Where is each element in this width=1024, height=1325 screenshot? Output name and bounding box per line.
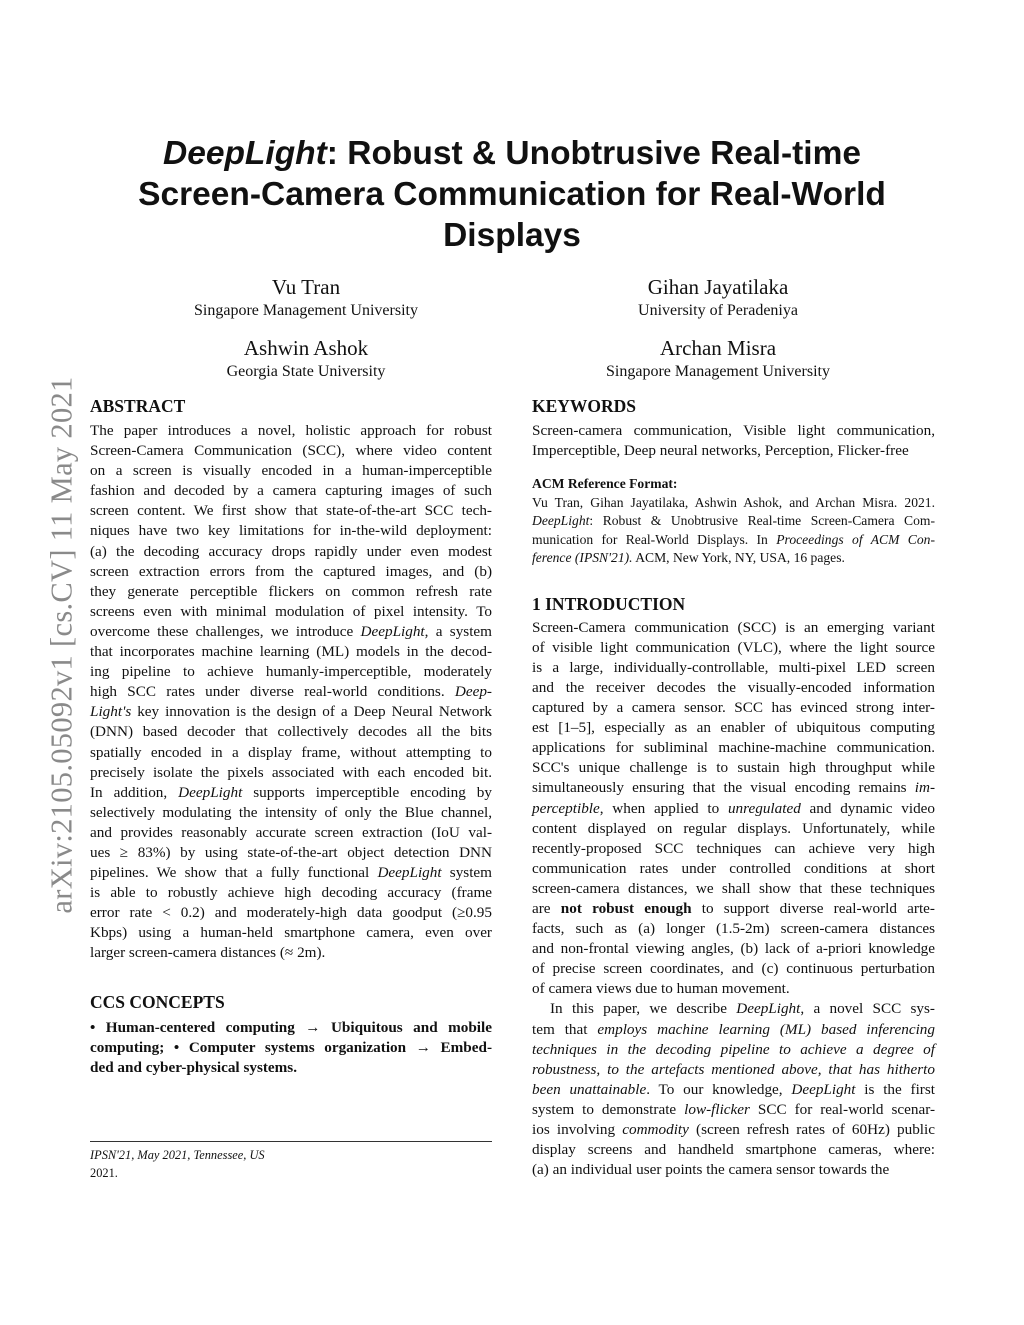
- author-block-archan-misra: [518, 335, 918, 383]
- introduction-line: display screens and handheld smartphone cameras, where:: [532, 1141, 935, 1159]
- introduction-line: are not robust enough to support diverse real-world arte-: [532, 900, 935, 917]
- author-affiliation: Georgia State University: [226, 363, 386, 380]
- abstract-line: and provides reasonably accurate screen extraction (IoU val-: [90, 823, 492, 841]
- title-system-name: DeepLight: [163, 135, 327, 172]
- left-column: [90, 394, 492, 1078]
- acm-reference-line: munication for Real-World Displays. In Proceedings of ACM Con-: [532, 531, 935, 547]
- introduction-line: ios involving commodity (screen refresh rates of 60Hz) public: [532, 1121, 935, 1139]
- abstract-line: precisely isolate the pixels associated with each encoded bit.: [90, 763, 492, 781]
- footnote-rule: [90, 1141, 492, 1142]
- abstract-line: that incorporates machine learning (ML) models in the decod-: [90, 643, 492, 661]
- abstract-line: niques have two key limitations for in-the-wild deployment:: [90, 522, 492, 540]
- author-affiliation: University of Peradeniya: [638, 302, 798, 319]
- author-block-vu-tran: [106, 274, 506, 322]
- introduction-paragraph-2: [532, 999, 935, 1180]
- ccs-line: ded and cyber-physical systems.: [90, 1058, 298, 1076]
- introduction-line: (a) an individual user points the camera sensor towards the: [532, 1161, 890, 1179]
- title-line-1-rest: : Robust & Unobtrusive Real-time: [326, 135, 861, 172]
- abstract-line: (a) the decoding accuracy drops rapidly under even modest: [90, 542, 492, 560]
- abstract-body: [90, 421, 492, 964]
- introduction-line: In this paper, we describe DeepLight, a novel SCC sys-: [550, 1000, 935, 1018]
- right-column: [532, 394, 935, 1180]
- introduction-line: of camera views due to human movement.: [532, 980, 790, 998]
- introduction-line: applications for subliminal machine-machine communication.: [532, 739, 935, 757]
- abstract-line: screen extraction errors from the captured images, and (b): [90, 562, 492, 580]
- abstract-line: fashion and decoded by a camera capturing images of such: [90, 482, 492, 500]
- author-block-ashwin-ashok: [106, 335, 506, 383]
- ccs-heading: CCS CONCEPTS: [90, 991, 225, 1012]
- arxiv-identifier-stamp: arXiv:2105.05092v1 [cs.CV] 11 May 2021: [44, 376, 79, 914]
- abstract-line: they generate perceptible flickers on common refresh rate: [90, 582, 492, 600]
- acm-reference-line: ference (IPSN'21). ACM, New York, NY, USA, 16 pages.: [532, 550, 845, 566]
- introduction-line: and non-frontal viewing angles, (b) lack of a-priori knowledge: [532, 940, 935, 958]
- author-block-gihan-jayatilaka: [518, 274, 918, 322]
- introduction-line: content displayed on regular displays. Unfortunately, while: [532, 819, 935, 837]
- introduction-line: robustness, to the artefacts mentioned above, that has hitherto: [532, 1060, 935, 1078]
- acm-reference-line: Vu Tran, Gihan Jayatilaka, Ashwin Ashok, and Archan Misra. 2021.: [532, 494, 935, 510]
- introduction-line: Screen-Camera communication (SCC) is an emerging variant: [532, 618, 935, 636]
- acm-reference-body: [532, 494, 935, 568]
- introduction-line: screen-camera distances, we shall show that these techniques: [532, 879, 935, 897]
- acm-reference-line: DeepLight: Robust & Unobtrusive Real-time Screen-Camera Com-: [532, 513, 935, 529]
- introduction-line: facts, such as (a) longer (1.5-2m) screen-camera distances: [532, 920, 935, 938]
- author-name: Ashwin Ashok: [243, 336, 369, 360]
- introduction-line: communication rates under controlled conditions at short: [532, 859, 935, 877]
- introduction-line: recently-proposed SCC techniques can achieve very high: [532, 839, 935, 857]
- abstract-line: ues ≥ 83%) by using state-of-the-art object detection DNN: [90, 843, 492, 861]
- acm-reference-block: [532, 475, 935, 568]
- abstract-line: high SCC rates under diverse real-world conditions. Deep-: [90, 683, 492, 701]
- abstract-line: screen content. We first show that state-of-the-art SCC tech-: [90, 502, 492, 520]
- introduction-line: SCC's unique challenge is to sustain high throughput while: [532, 759, 935, 777]
- ccs-concepts-body: [90, 1018, 492, 1078]
- footnote-venue: IPSN'21, May 2021, Tennessee, US: [90, 1148, 265, 1162]
- author-affiliation: Singapore Management University: [194, 302, 418, 319]
- keywords-line: Imperceptible, Deep neural networks, Perception, Flicker-free: [532, 442, 909, 460]
- introduction-line: techniques in the decoding pipeline to achieve a degree of: [532, 1040, 935, 1058]
- author-affiliation: Singapore Management University: [606, 363, 830, 380]
- keywords-line: Screen-camera communication, Visible light communication,: [532, 422, 935, 439]
- introduction-line: of visible light communication (VLC), where the light source: [532, 638, 935, 656]
- author-name: Vu Tran: [271, 275, 341, 299]
- footnote-year: 2021.: [90, 1166, 118, 1180]
- introduction-line: is a large, individually-controllable, multi-pixel LED screen: [532, 658, 935, 676]
- abstract-line: (DNN) based decoder that collectively decodes all the bits: [90, 723, 492, 741]
- introduction-line: tem that employs machine learning (ML) based inferencing: [532, 1020, 935, 1038]
- keywords-heading: KEYWORDS: [532, 396, 637, 416]
- introduction-heading: 1 INTRODUCTION: [532, 593, 686, 614]
- introduction-line: captured by a camera sensor. SCC has evinced strong inter-: [532, 699, 935, 717]
- title-line-1: [100, 133, 924, 174]
- acm-reference-heading: ACM Reference Format:: [532, 476, 678, 492]
- footnote: [90, 1146, 492, 1182]
- introduction-line: perceptible, when applied to unregulated and dynamic video: [532, 799, 935, 817]
- abstract-line: Kbps) using a human-held smartphone camera, even over: [90, 924, 492, 942]
- keywords-body: [532, 421, 935, 461]
- abstract-line: larger screen-camera distances (≈ 2m).: [90, 944, 326, 962]
- abstract-line: selectively modulating the intensity of only the Blue channel,: [90, 803, 492, 821]
- abstract-line: overcome these challenges, we introduce DeepLight, a system: [90, 622, 492, 640]
- abstract-line: Screen-Camera Communication (SCC), where video content: [90, 442, 492, 460]
- introduction-line: of precise screen coordinates, and (c) continuous perturbation: [532, 960, 935, 978]
- author-name: Archan Misra: [659, 336, 777, 360]
- introduction-line: simultaneously ensuring that the visual encoding remains im-: [532, 779, 935, 797]
- abstract-line: Light's key innovation is the design of a Deep Neural Network: [90, 703, 492, 721]
- abstract-line: In addition, DeepLight supports imperceptible encoding by: [90, 783, 492, 801]
- ccs-line: computing; • Computer systems organization → Embed-: [90, 1038, 492, 1056]
- paper-title: [100, 133, 924, 256]
- abstract-line: error rate < 0.2) and moderately-high data goodput (≥0.95: [90, 904, 492, 922]
- ccs-line: • Human-centered computing → Ubiquitous and mobile: [90, 1018, 492, 1036]
- author-name: Gihan Jayatilaka: [647, 275, 789, 299]
- abstract-line: pipelines. We show that a fully functional DeepLight system: [90, 864, 492, 882]
- abstract-line: ing pipeline to achieve humanly-imperceptible, moderately: [90, 663, 492, 681]
- abstract-line: is able to robustly achieve high decoding accuracy (frame: [90, 884, 492, 902]
- introduction-line: system to demonstrate low-flicker SCC for real-world scenar-: [532, 1100, 936, 1118]
- abstract-line: spatially encoded in a display frame, without attempting to: [90, 743, 492, 761]
- introduction-paragraph-1: [532, 618, 935, 1000]
- abstract-line: on a screen is visually encoded in a human-imperceptible: [90, 462, 492, 480]
- introduction-line: been unattainable. To our knowledge, DeepLight is the first: [532, 1080, 935, 1098]
- introduction-line: est [1–5], especially as an enabler of ubiquitous computing: [532, 719, 935, 737]
- title-line-3: Displays: [443, 217, 581, 254]
- abstract-line: screens even with minimal modulation of pixel intensity. To: [90, 602, 492, 620]
- abstract-heading: ABSTRACT: [90, 396, 186, 416]
- abstract-line: The paper introduces a novel, holistic approach for robust: [90, 422, 492, 439]
- title-line-2: Screen-Camera Communication for Real-World: [138, 176, 886, 213]
- introduction-line: and the receiver decodes the visually-encoded information: [532, 678, 935, 696]
